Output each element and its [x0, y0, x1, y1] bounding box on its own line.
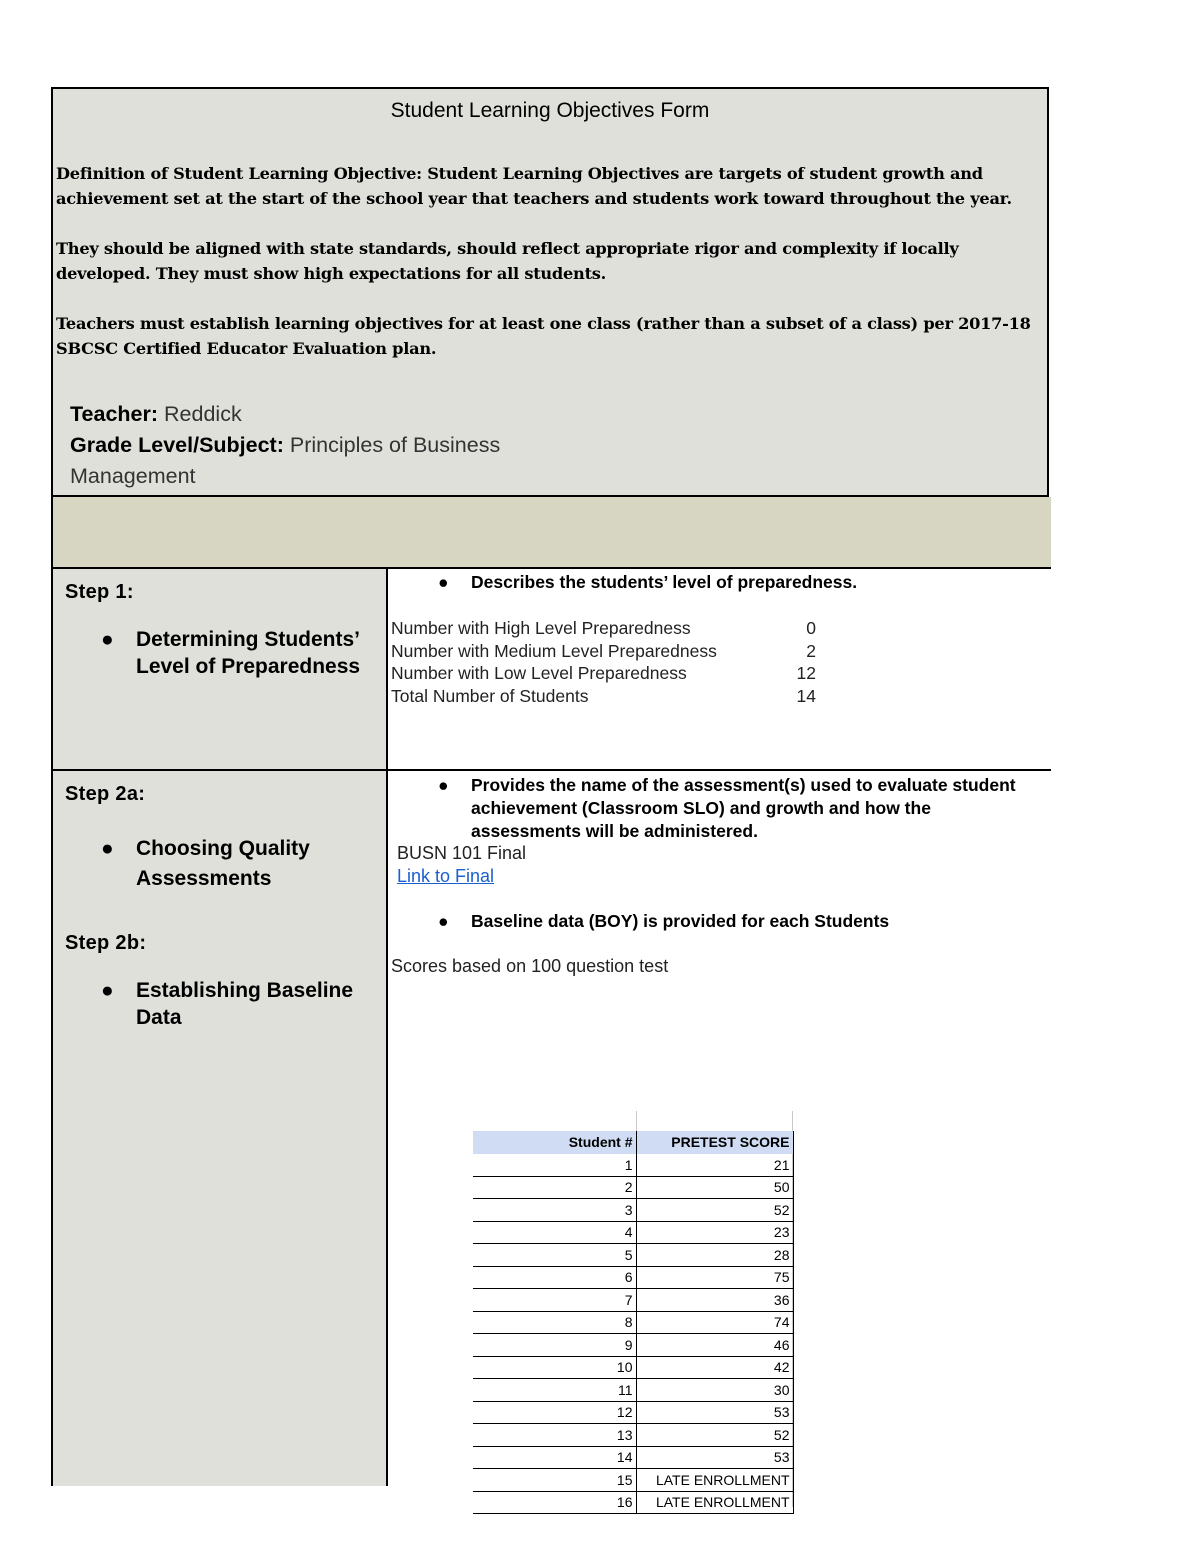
- table-row: [473, 1266, 793, 1289]
- section-band: [53, 497, 1051, 569]
- grade-label: Grade Level/Subject:: [70, 433, 284, 457]
- table-header-row: [473, 1131, 793, 1154]
- definition-text: [56, 161, 1046, 386]
- pretest-score-header: PRETEST SCORE: [636, 1131, 793, 1154]
- bullet-icon: ●: [101, 837, 114, 860]
- preparedness-row: [391, 685, 816, 708]
- table-row: [473, 1221, 793, 1244]
- table-row: [473, 1176, 793, 1199]
- preparedness-row: [391, 662, 816, 685]
- form-title: Student Learning Objectives Form: [390, 99, 710, 122]
- pretest-score-cell: LATE ENROLLMENT: [636, 1491, 793, 1514]
- assessment-name: BUSN 101 Final: [397, 843, 527, 863]
- student-number-cell: 3: [473, 1199, 636, 1222]
- table-row: [473, 1379, 793, 1402]
- step1-right-cell: [388, 569, 1051, 771]
- bullet-icon: ●: [438, 572, 449, 592]
- student-number-cell: 13: [473, 1424, 636, 1447]
- pretest-score-cell: 52: [636, 1424, 793, 1447]
- pretest-score-cell: 28: [636, 1244, 793, 1267]
- pretest-score-cell: 53: [636, 1446, 793, 1469]
- table-row: [473, 1244, 793, 1267]
- pretest-score-cell: 42: [636, 1356, 793, 1379]
- student-number-cell: 6: [473, 1266, 636, 1289]
- preparedness-value: 2: [806, 640, 816, 661]
- student-number-cell: 15: [473, 1469, 636, 1492]
- scores-note: Scores based on 100 question test: [391, 956, 669, 976]
- table-row: [473, 1469, 793, 1492]
- preparedness-label: Total Number of Students: [391, 685, 589, 706]
- pretest-score-cell: 30: [636, 1379, 793, 1402]
- student-number-cell: 7: [473, 1289, 636, 1312]
- step2a-item-text: Choosing Quality Assessments: [136, 837, 310, 890]
- student-number-cell: 8: [473, 1311, 636, 1334]
- preparedness-value: 12: [796, 663, 816, 683]
- table-row: [473, 1311, 793, 1334]
- grade-value: Principles of Business: [289, 433, 501, 457]
- table-row: [473, 1334, 793, 1357]
- assessment-bullet-text: Provides the name of the assessment(s) used to evaluate student achievement (Classroom SLO) and growth and how the assessments will be administered.: [471, 775, 1016, 841]
- student-number-cell: 16: [473, 1491, 636, 1514]
- pretest-score-cell: 46: [636, 1334, 793, 1357]
- grade-value-continued: Management: [70, 464, 196, 488]
- pretest-score-cell: 50: [636, 1176, 793, 1199]
- table-row: [473, 1356, 793, 1379]
- preparedness-label: Number with High Level Preparedness: [391, 618, 691, 638]
- student-number-cell: 5: [473, 1244, 636, 1267]
- baseline-bullet-text: Baseline data (BOY) is provided for each Students: [471, 911, 890, 931]
- preparedness-table: [391, 617, 816, 707]
- bullet-icon: ●: [438, 775, 449, 795]
- definition-paragraph-1: Definition of Student Learning Objective: Student Learning Objectives are targets of student growth and achievement set at the start of the school year that teachers and students work toward throughout the year.: [56, 164, 1012, 208]
- student-number-cell: 14: [473, 1446, 636, 1469]
- preparedness-row: [391, 617, 816, 640]
- student-number-cell: 1: [473, 1154, 636, 1177]
- student-number-cell: 2: [473, 1176, 636, 1199]
- step1-bullet-text: Describes the students’ level of preparedness.: [471, 572, 858, 592]
- step1-label: Step 1:: [65, 581, 134, 603]
- pretest-scores-table: [473, 1131, 794, 1514]
- bullet-icon: ●: [438, 911, 449, 931]
- teacher-value: Reddick: [164, 402, 242, 426]
- definition-paragraph-2: They should be aligned with state standards, should reflect appropriate rigor and complexity if locally developed. They must show high expectations for all students.: [56, 239, 959, 283]
- bullet-icon: ●: [101, 628, 114, 651]
- pretest-score-cell: 36: [636, 1289, 793, 1312]
- teacher-label: Teacher:: [70, 402, 159, 426]
- step2b-item-text: Establishing Baseline Data: [136, 979, 354, 1029]
- preparedness-value: 0: [806, 618, 816, 638]
- scores-table-wrap: [473, 1111, 795, 1511]
- step2b-label: Step 2b:: [65, 932, 147, 954]
- form-header: [53, 89, 1047, 497]
- student-number-cell: 4: [473, 1221, 636, 1244]
- step1-item-text: Determining Students’ Level of Preparedness: [136, 628, 361, 678]
- preparedness-label: Number with Low Level Preparedness: [391, 663, 687, 683]
- student-number-cell: 9: [473, 1334, 636, 1357]
- teacher-info: [70, 399, 500, 492]
- table-row: [473, 1401, 793, 1424]
- pretest-score-cell: 53: [636, 1401, 793, 1424]
- step2a-label: Step 2a:: [65, 783, 146, 805]
- pretest-score-cell: LATE ENROLLMENT: [636, 1469, 793, 1492]
- table-row: [473, 1289, 793, 1312]
- pretest-score-cell: 75: [636, 1266, 793, 1289]
- student-number-cell: 11: [473, 1379, 636, 1402]
- definition-paragraph-3: Teachers must establish learning objectives for at least one class (rather than a subset of a class) per 2017-18 SBCSC Certified Educator Evaluation plan.: [56, 314, 1031, 358]
- step2-left-cell: [53, 771, 388, 1486]
- step1-left-cell: [53, 569, 388, 771]
- preparedness-value: 14: [796, 685, 816, 706]
- final-link[interactable]: Link to Final: [397, 866, 495, 886]
- preparedness-label: Number with Medium Level Preparedness: [391, 640, 717, 661]
- step2-right-cell: [388, 771, 1051, 1511]
- table-row: [473, 1154, 793, 1177]
- preparedness-row: [391, 640, 816, 663]
- student-number-cell: 12: [473, 1401, 636, 1424]
- table-row: [473, 1424, 793, 1447]
- table-row: [473, 1491, 793, 1514]
- table-row: [473, 1199, 793, 1222]
- student-number-header: Student #: [473, 1131, 636, 1154]
- pretest-score-cell: 52: [636, 1199, 793, 1222]
- pretest-score-cell: 21: [636, 1154, 793, 1177]
- pretest-score-cell: 23: [636, 1221, 793, 1244]
- student-number-cell: 10: [473, 1356, 636, 1379]
- bullet-icon: ●: [101, 979, 114, 1002]
- slo-form: [51, 87, 1049, 1511]
- pretest-score-cell: 74: [636, 1311, 793, 1334]
- table-row: [473, 1446, 793, 1469]
